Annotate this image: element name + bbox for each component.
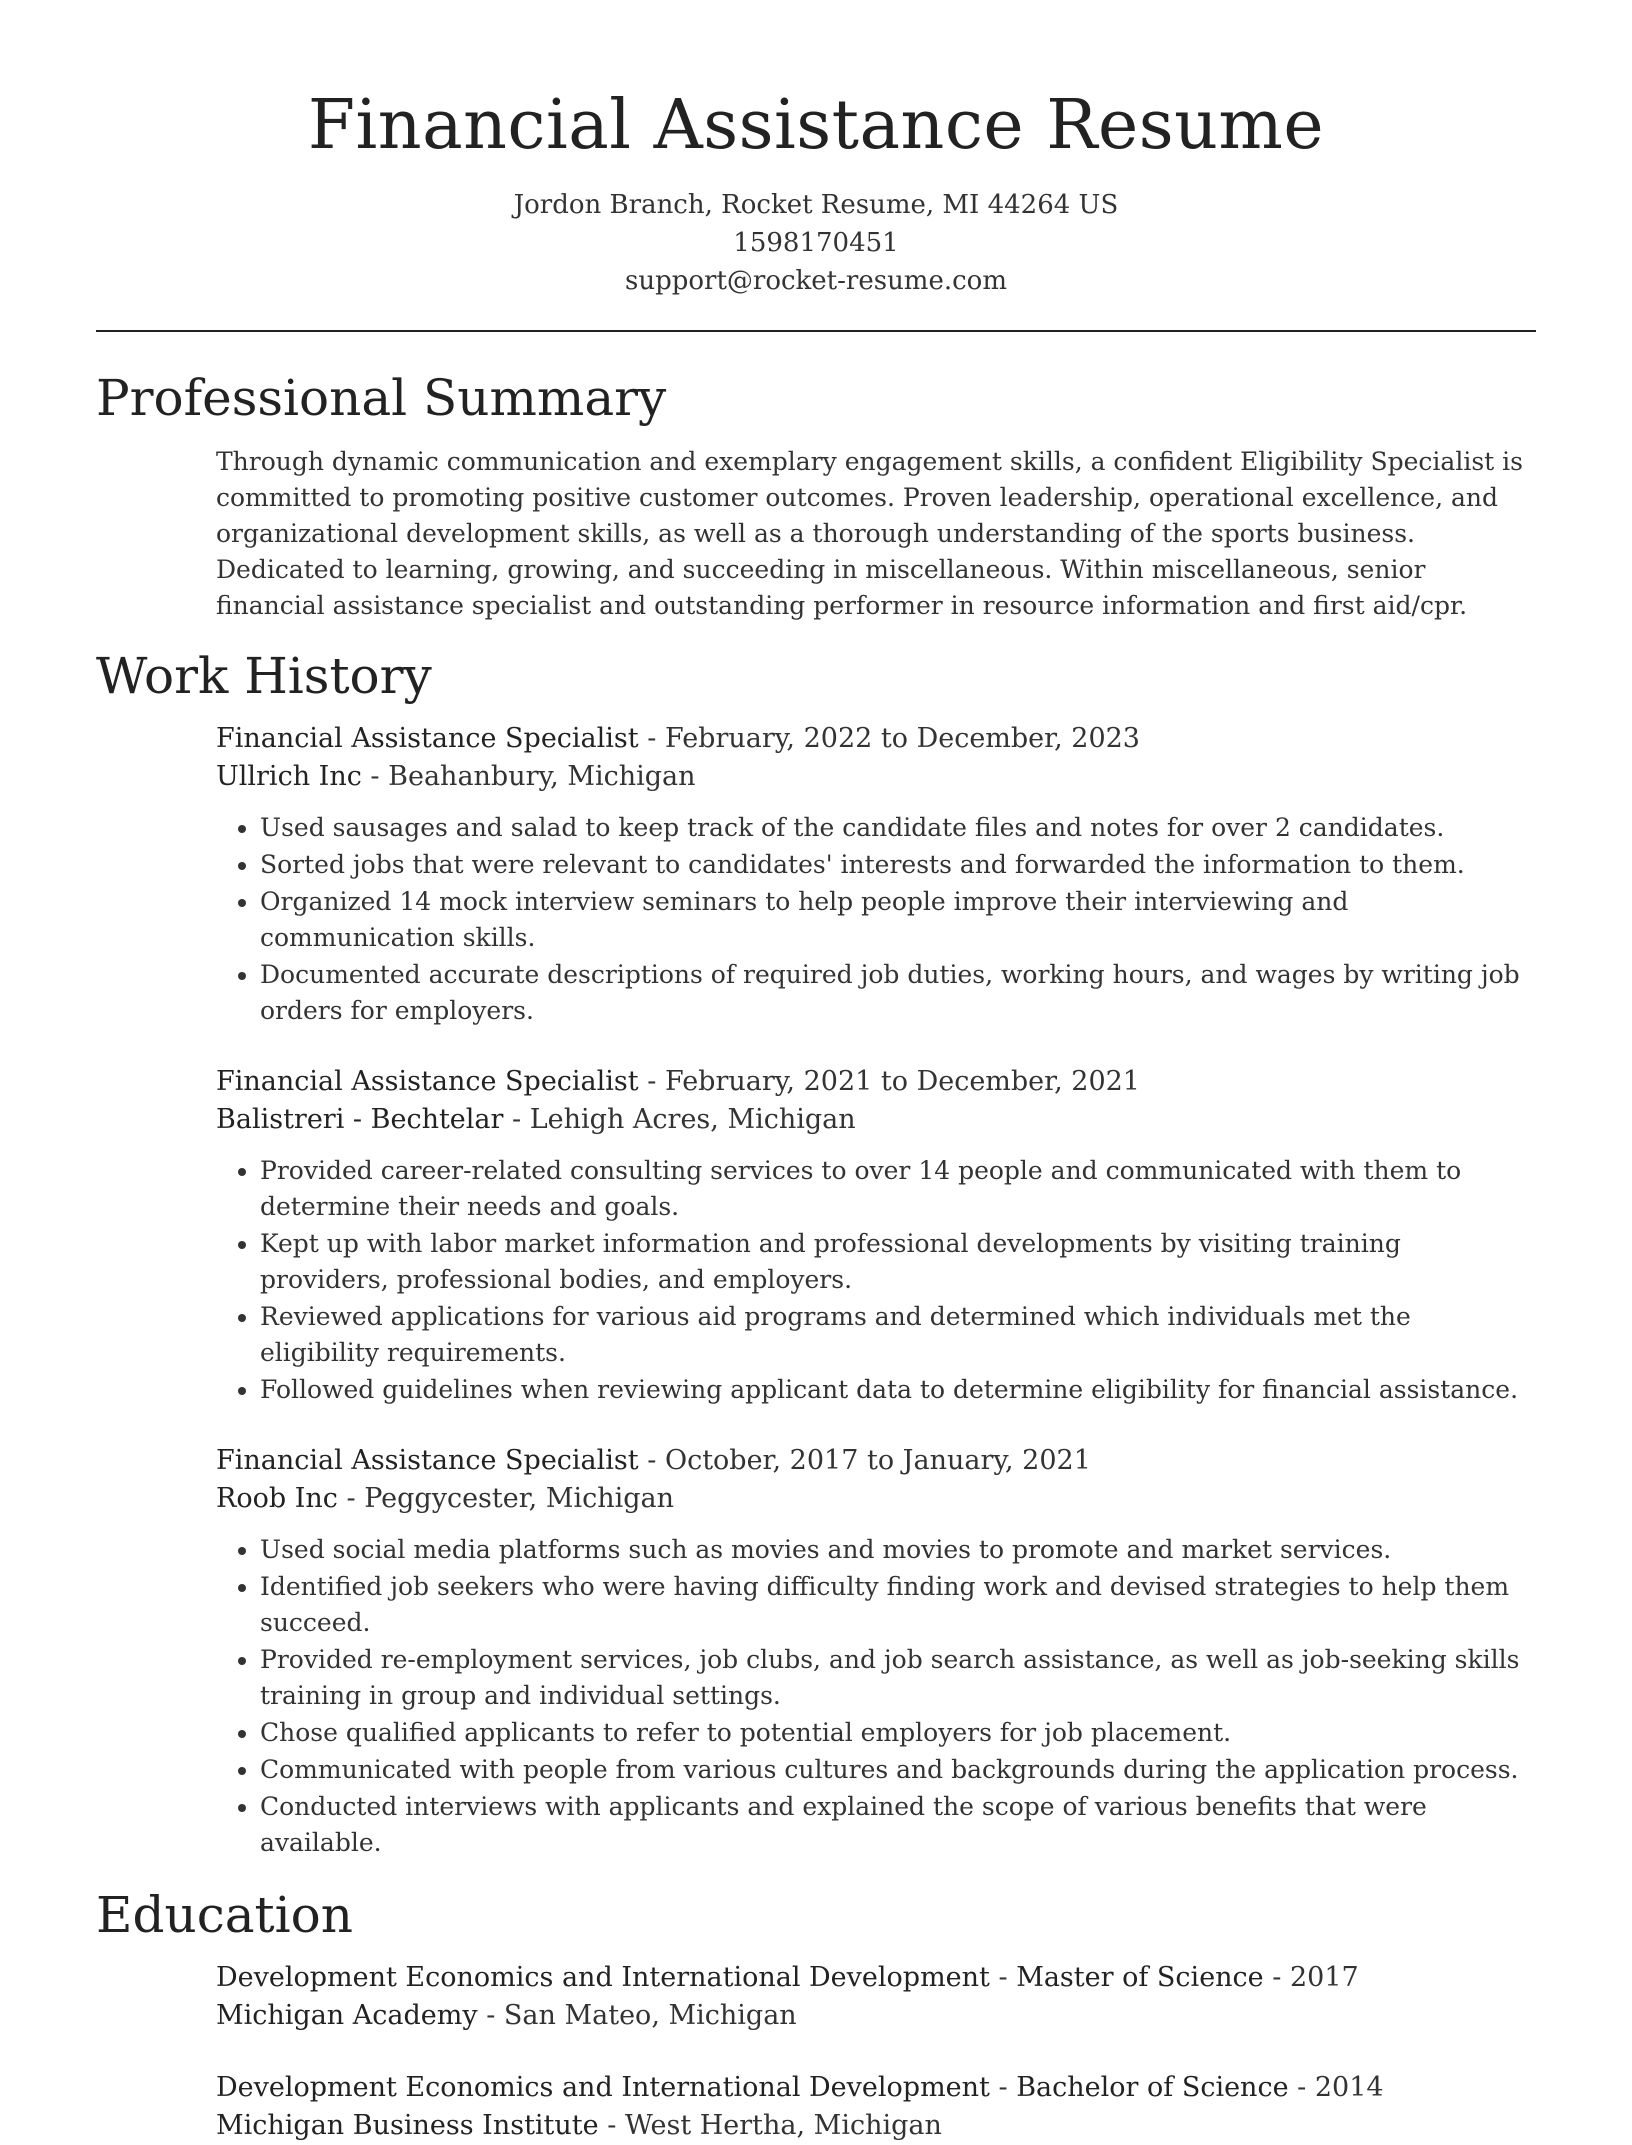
job-bullet: • Chose qualified applicants to refer to potential employers for job placement. [260, 1715, 1536, 1751]
job-bullets [216, 1532, 1536, 1861]
job-company-line: Ullrich Inc - Beahanbury, Michigan [216, 761, 696, 792]
job-company: Roob Inc [216, 1483, 338, 1514]
job-title: Financial Assistance Specialist [216, 723, 639, 754]
education-year: 2017 [1289, 1962, 1359, 1993]
summary-heading: Professional Summary [96, 369, 667, 427]
job-entry [216, 1442, 1536, 1861]
job-bullet: • Organized 14 mock interview seminars to help people improve their interviewing and communication skills. [260, 884, 1536, 956]
job-bullet: • Kept up with labor market information and professional developments by visiting training providers, professional bodies, and employers. [260, 1226, 1536, 1298]
job-location: Peggycester, Michigan [364, 1483, 675, 1514]
education-field: Development Economics and International Development [216, 1962, 990, 1993]
education-degree-line: Development Economics and International Development - Master of Science - 2017 [216, 1962, 1359, 1993]
education-entry [216, 1959, 1536, 2035]
job-title-line: Financial Assistance Specialist - February, 2021 to December, 2021 [216, 1066, 1140, 1097]
contact-phone: 1598170451 [733, 228, 899, 258]
education-entry [216, 2069, 1536, 2145]
education-school: Michigan Business Institute [216, 2110, 599, 2141]
education-degree-line: Development Economics and International Development - Bachelor of Science - 2014 [216, 2072, 1384, 2103]
education-field: Development Economics and International Development [216, 2072, 990, 2103]
job-bullet: • Followed guidelines when reviewing applicant data to determine eligibility for financial assistance. [260, 1372, 1536, 1408]
contact-email: support@rocket-resume.com [624, 266, 1007, 296]
work-history-heading: Work History [96, 647, 432, 705]
job-title-line: Financial Assistance Specialist - February, 2022 to December, 2023 [216, 723, 1140, 754]
job-company-line: Roob Inc - Peggycester, Michigan [216, 1483, 675, 1514]
job-bullets [216, 810, 1536, 1029]
education-school-line: Michigan Business Institute - West Hertha, Michigan [216, 2110, 942, 2141]
contact-address: Jordon Branch, Rocket Resume, MI 44264 US [513, 190, 1119, 220]
education-degree: Bachelor of Science [1016, 2072, 1289, 2103]
education-degree: Master of Science [1016, 1962, 1264, 1993]
job-location: Beahanbury, Michigan [388, 761, 696, 792]
education-heading: Education [96, 1886, 353, 1944]
job-bullet: • Used sausages and salad to keep track of the candidate files and notes for over 2 candidates. [260, 810, 1536, 846]
job-bullet: • Conducted interviews with applicants and explained the scope of various benefits that were available. [260, 1789, 1536, 1861]
resume-header [96, 0, 1536, 300]
job-company-line: Balistreri - Bechtelar - Lehigh Acres, Michigan [216, 1104, 856, 1135]
job-bullet: • Provided career-related consulting services to over 14 people and communicated with them to determine their needs and goals. [260, 1153, 1536, 1225]
education-school: Michigan Academy [216, 2000, 478, 2031]
resume-page [96, 0, 1536, 2145]
job-bullet: • Reviewed applications for various aid programs and determined which individuals met the eligibility requirements. [260, 1299, 1536, 1371]
job-bullet: • Provided re-employment services, job clubs, and job search assistance, as well as job-seeking skills training in group and individual settings. [260, 1642, 1536, 1714]
contact-block [96, 186, 1536, 300]
resume-title: Financial Assistance Resume [307, 86, 1325, 165]
job-title-line: Financial Assistance Specialist - October, 2017 to January, 2021 [216, 1445, 1091, 1476]
job-entry [216, 1063, 1536, 1408]
job-dates: February, 2021 to December, 2021 [664, 1066, 1140, 1097]
education-year: 2014 [1314, 2072, 1384, 2103]
job-title: Financial Assistance Specialist [216, 1445, 639, 1476]
education-location: West Hertha, Michigan [624, 2110, 942, 2141]
job-location: Lehigh Acres, Michigan [529, 1104, 856, 1135]
job-bullet: • Identified job seekers who were having difficulty finding work and devised strategies to help them succeed. [260, 1569, 1536, 1641]
job-title: Financial Assistance Specialist [216, 1066, 639, 1097]
professional-summary-section [96, 366, 1536, 624]
job-company: Balistreri - Bechtelar [216, 1104, 504, 1135]
education-location: San Mateo, Michigan [503, 2000, 797, 2031]
job-dates: October, 2017 to January, 2021 [664, 1445, 1091, 1476]
education-section [96, 1883, 1536, 2145]
job-bullet: • Sorted jobs that were relevant to candidates' interests and forwarded the information to them. [260, 847, 1536, 883]
job-company: Ullrich Inc [216, 761, 362, 792]
job-entry [216, 720, 1536, 1029]
job-bullets [216, 1153, 1536, 1408]
job-bullet: • Documented accurate descriptions of required job duties, working hours, and wages by writing job orders for employers. [260, 957, 1536, 1029]
education-school-line: Michigan Academy - San Mateo, Michigan [216, 2000, 797, 2031]
job-bullet: • Used social media platforms such as movies and movies to promote and market services. [260, 1532, 1536, 1568]
header-divider [96, 330, 1536, 332]
summary-text: Through dynamic communication and exemplary engagement skills, a confident Eligibility Specialist is committed to promoting positive customer outcomes. Proven leadership, operational excellence, and organizational development skills, as well as a thorough understanding of the sports business. Dedicated to learning, growing, and succeeding in miscellaneous. Within miscellaneous, senior financial assistance specialist and outstanding performer in resource information and first aid/cpr. [216, 447, 1523, 620]
job-dates: February, 2022 to December, 2023 [664, 723, 1140, 754]
work-history-section [96, 644, 1536, 1861]
job-bullet: • Communicated with people from various cultures and backgrounds during the application process. [260, 1752, 1536, 1788]
